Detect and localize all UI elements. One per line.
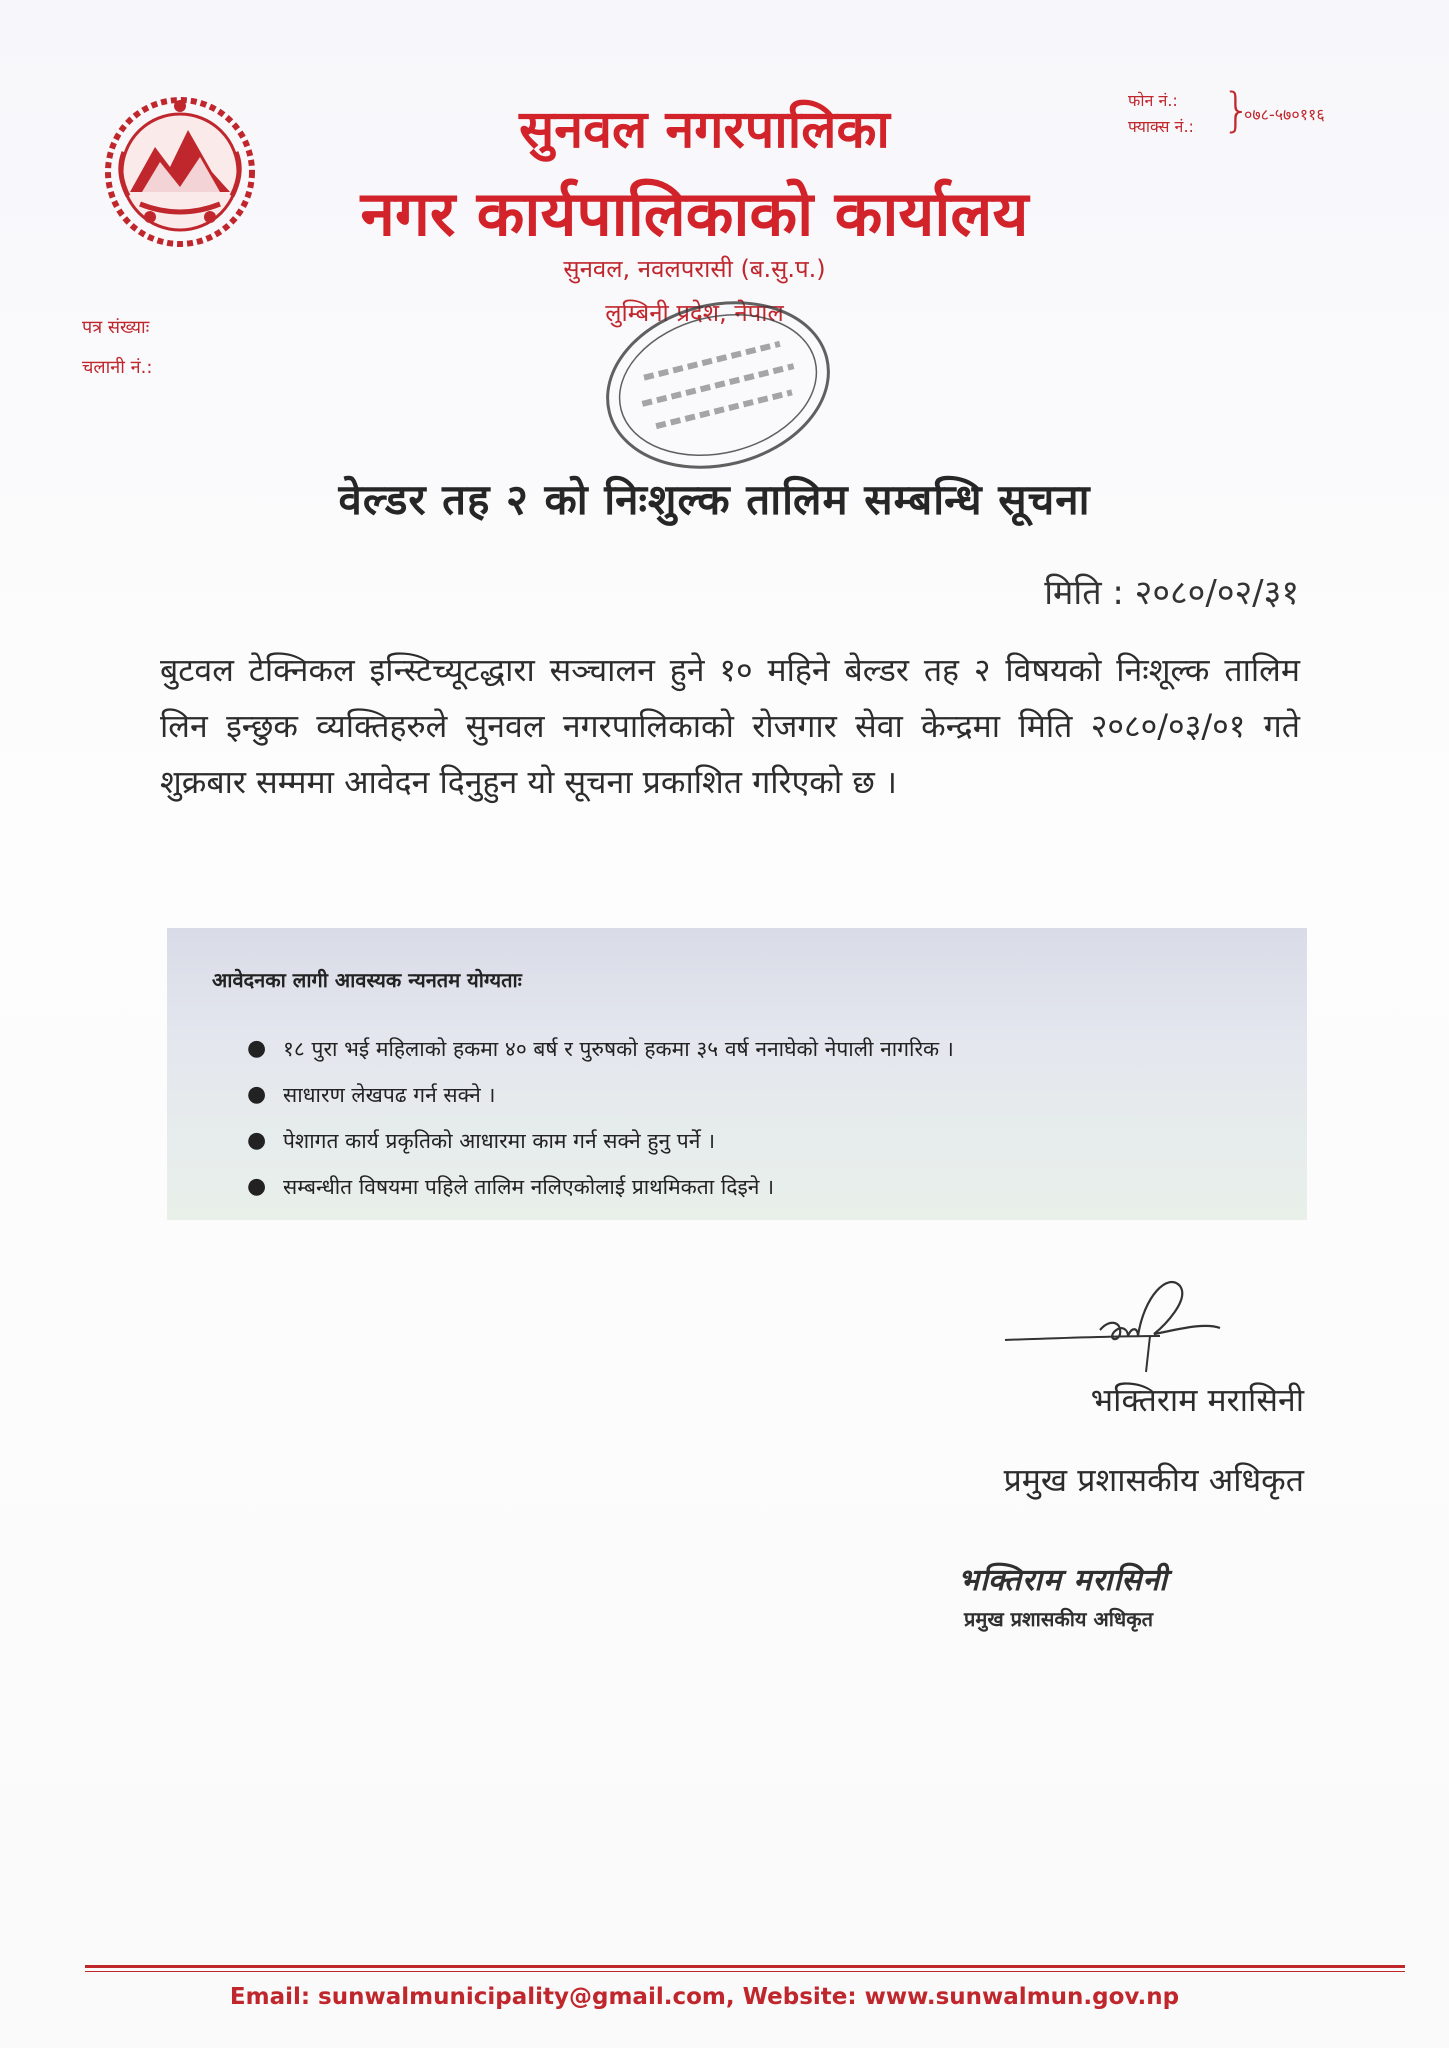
qualifications-box	[167, 928, 1307, 1220]
dispatch-number-label: चलानी नं.:	[82, 357, 153, 378]
qualification-text: पेशागत कार्य प्रकृतिको आधारमा काम गर्न सक्ने हुनु पर्ने ।	[283, 1129, 716, 1153]
qualification-text: १८ पुरा भई महिलाको हकमा ४० बर्ष र पुरुषको हकमा ३५ वर्ष ननाघेको नेपाली नागरिक ।	[283, 1037, 954, 1061]
list-item	[247, 1118, 954, 1164]
address-line-2: लुम्बिनी प्रदेश, नेपाल	[605, 299, 784, 327]
list-item	[247, 1164, 954, 1210]
bullet-icon: ●	[247, 1082, 267, 1107]
qualification-text: साधारण लेखपढ गर्न सक्ने ।	[283, 1083, 496, 1107]
signer-name: भक्तिराम मरासिनी	[1090, 1381, 1304, 1419]
bullet-icon: ●	[247, 1174, 267, 1199]
signer-title: प्रमुख प्रशासकीय अधिकृत	[1003, 1461, 1304, 1499]
bullet-icon: ●	[247, 1036, 267, 1061]
phone-fax-number: ०७८-५७०११६	[1244, 105, 1325, 124]
reference-block	[82, 308, 152, 388]
letter-number-label: पत्र संख्याः	[82, 317, 150, 338]
qualifications-heading: आवेदनका लागी आवस्यक न्यनतम योग्यताः	[212, 968, 522, 992]
office-stamp	[578, 290, 858, 480]
brace-icon: }	[1222, 83, 1252, 137]
qualification-text: सम्बन्धीत विषयमा पहिले तालिम नलिएकोलाई प्राथमिकता दिइने ।	[283, 1175, 775, 1199]
phone-label: फोन नं.:	[1128, 91, 1178, 110]
bullet-icon: ●	[247, 1128, 267, 1153]
fax-label: फ्याक्स नं.:	[1128, 117, 1194, 136]
address-line-1: सुनवल, नवलपरासी (ब.सु.प.)	[563, 255, 826, 283]
stamp-signer-title: प्रमुख प्रशासकीय अधिकृत	[964, 1607, 1153, 1631]
municipality-name: सुनवल नगरपालिका	[519, 100, 890, 160]
list-item	[247, 1026, 954, 1072]
contact-block	[1128, 83, 1325, 140]
office-name: नगर कार्यपालिकाको कार्यालय	[360, 177, 1029, 250]
stamp-signer-name: भक्तिराम मरासिनी	[958, 1563, 1168, 1598]
notice-date: मिति : २०८०/०२/३१	[1044, 573, 1299, 613]
notice-body: बुटवल टेक्निकल इन्स्टिच्यूटद्धारा सञ्चालन हुने १० महिने बेल्डर तह २ विषयको निःशूल्क तालिम लिन इन्छुक व्यक्तिहरुले सुनवल नगरपालिकाको रोजगार सेवा केन्द्रमा मिति २०८०/०३/०१ गते शुक्रबार सम्ममा आवेदन दिनुहुन यो सूचना प्रकाशित गरिएको छ ।	[160, 651, 1300, 801]
footer-divider	[85, 1965, 1405, 1968]
signatory-stamp	[958, 1558, 1168, 1632]
footer-divider-thin	[85, 1971, 1405, 1972]
qualifications-list	[247, 1026, 954, 1210]
list-item	[247, 1072, 954, 1118]
handwritten-signature	[1000, 1270, 1280, 1380]
notice-title: वेल्डर तह २ को निःशुल्क तालिम सम्बन्धि सूचना	[338, 475, 1091, 524]
footer-contact: Email: sunwalmunicipality@gmail.com, Website: www.sunwalmun.gov.np	[229, 1984, 1180, 2010]
